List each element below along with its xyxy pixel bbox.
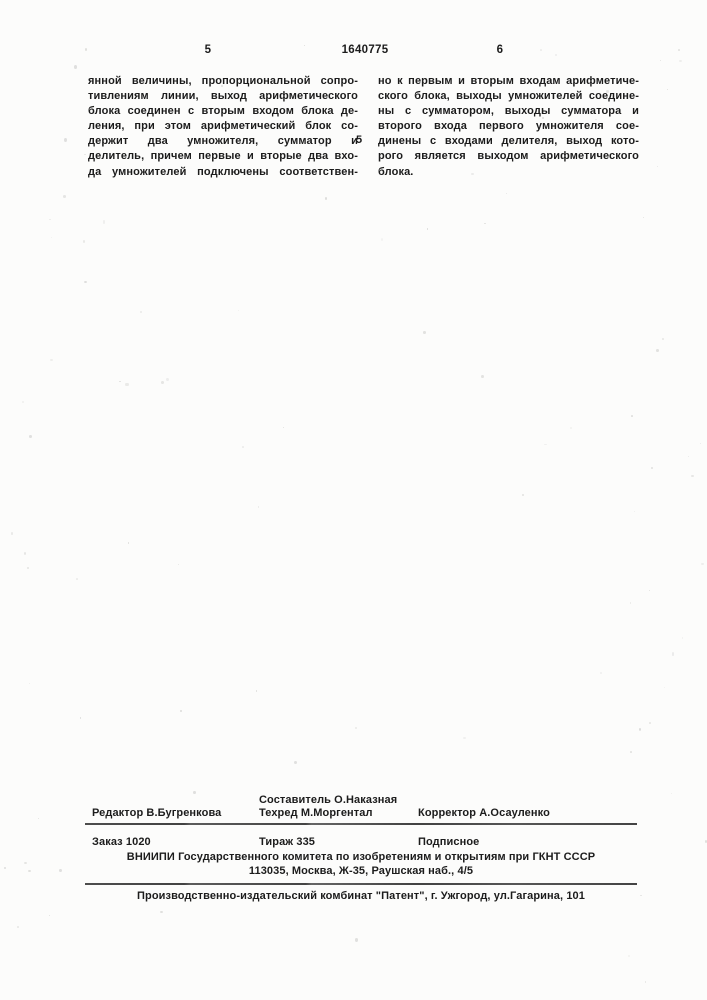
- footer-subscription: Подписное: [418, 836, 480, 848]
- text-line: да умножителей подключены соответствен-: [88, 165, 358, 178]
- text-column-left: [88, 74, 358, 180]
- text-line: держит два умножителя, сумматор и: [88, 135, 358, 148]
- text-line: блока.: [378, 165, 414, 178]
- text-line: динены с входами делителя, выход кото-: [378, 135, 639, 148]
- text-line: янной величины, пропорциональной сопро-: [88, 75, 358, 87]
- text-line: ского блока, выходы умножителей соедине-: [378, 90, 639, 103]
- margin-line-number: 5: [356, 134, 363, 146]
- divider-rule-top: [85, 823, 637, 825]
- text-line: рого является выходом арифметического: [378, 150, 639, 163]
- text-line: тивлениям линии, выход арифметического: [88, 90, 358, 103]
- footer-order: Заказ 1020: [92, 836, 151, 848]
- footer-organization: ВНИИПИ Государственного комитета по изобретениям и открытиям при ГКНТ СССР: [126, 851, 596, 863]
- text-line: делитель, причем первые и вторые два вхо-: [88, 150, 358, 163]
- footer-editor: Редактор В.Бугренкова: [92, 807, 222, 819]
- divider-rule-bottom: [85, 883, 637, 885]
- patent-number: 1640775: [341, 44, 389, 56]
- text-column-right: [378, 74, 639, 180]
- text-line: но к первым и вторым входам арифметиче-: [378, 75, 639, 87]
- text-line: ны с сумматором, выходы сумматора и: [378, 105, 639, 118]
- text-line: блока соединен с вторым входом блока де-: [88, 105, 358, 118]
- footer-production-plant: Производственно-издательский комбинат "Патент", г. Ужгород, ул.Гагарина, 101: [137, 890, 585, 902]
- text-line: второго входа первого умножителя сое-: [378, 120, 639, 133]
- footer-address: 113035, Москва, Ж-35, Раушская наб., 4/5: [248, 865, 474, 877]
- footer-techred: Техред М.Моргентал: [259, 807, 373, 819]
- footer-compiler: Составитель О.Наказная: [259, 794, 398, 806]
- footer-corrector: Корректор А.Осауленко: [418, 807, 550, 819]
- page-number-left: 5: [204, 44, 212, 56]
- page-number-right: 6: [496, 44, 504, 56]
- text-line: ления, при этом арифметический блок со-: [88, 120, 358, 133]
- footer-print-run: Тираж 335: [259, 836, 316, 848]
